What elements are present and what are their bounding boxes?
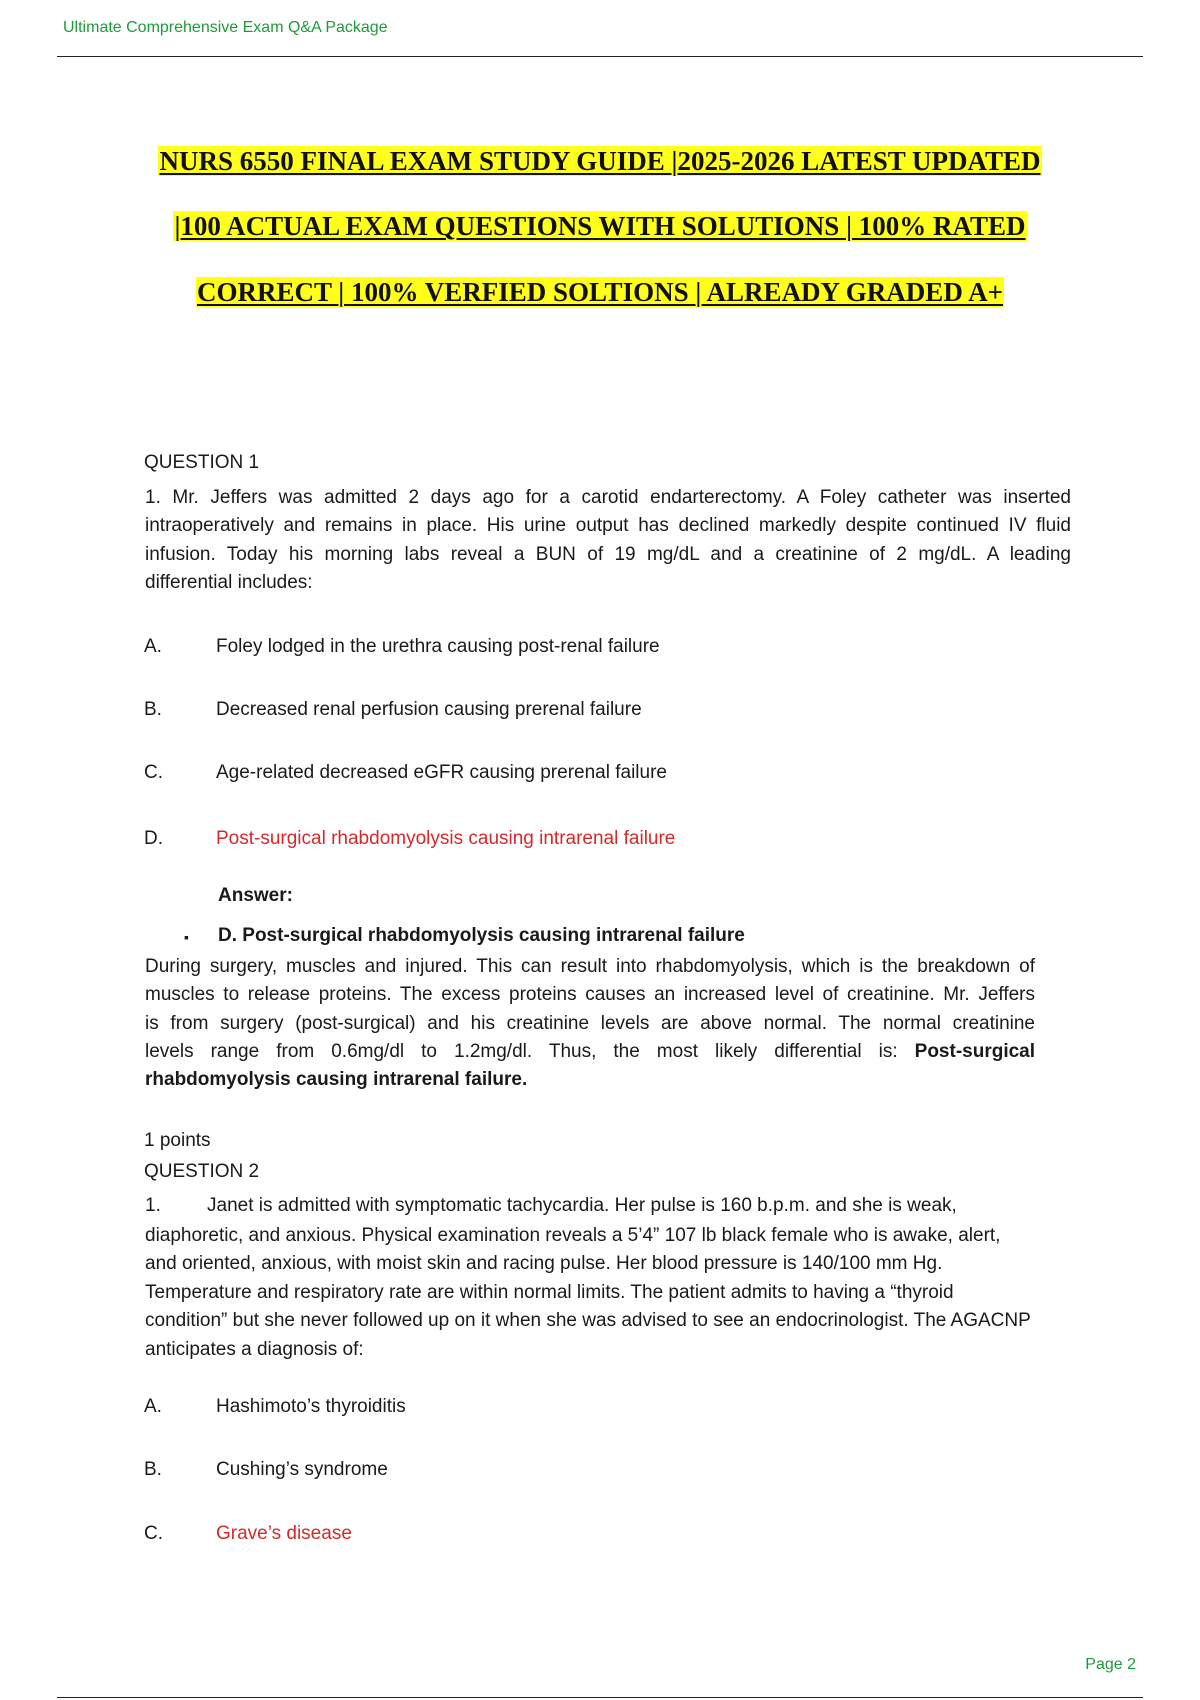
q2-stem-line: diaphoretic, and anxious. Physical examination reveals a 5’4” 107 lb black female who is awake, alert,: [145, 1225, 1001, 1246]
q1-option-b-text: Decreased renal perfusion causing prerenal failure: [216, 699, 642, 720]
answer-bullet: ▪: [184, 929, 189, 945]
header-package-title: Ultimate Comprehensive Exam Q&A Package: [63, 19, 388, 36]
q1-stem-line: differential includes:: [145, 571, 313, 593]
points-label: 1 points: [144, 1130, 211, 1151]
q2-option-a-letter: A.: [144, 1396, 162, 1417]
answer-label: Answer:: [218, 885, 293, 906]
q2-stem-line: condition” but she never followed up on it when she was advised to see an endocrinologist. The AGACNP: [145, 1310, 1031, 1332]
q1-option-c-letter: C.: [144, 762, 163, 783]
answer-text: D. Post-surgical rhabdomyolysis causing intrarenal failure: [218, 925, 745, 946]
q1-stem-line: 1. Mr. Jeffers was admitted 2 days ago for a carotid endarterectomy. A Foley catheter was inserted: [145, 487, 1071, 508]
question-2-stem: [145, 1222, 1085, 1364]
question-1-explanation: [145, 953, 1035, 1094]
q1-explanation-line: During surgery, muscles and injured. This can result into rhabdomyolysis, which is the breakdown of: [145, 956, 1035, 977]
q2-option-b-text: Cushing’s syndrome: [216, 1459, 388, 1480]
question-1-label: QUESTION 1: [144, 452, 260, 473]
q2-option-c-text: Grave’s disease: [216, 1523, 352, 1544]
q1-stem-line: intraoperatively and remains in place. His urine output has declined markedly despite continued IV fluid: [145, 515, 1071, 537]
q1-option-b-letter: B.: [144, 699, 162, 720]
q2-option-a-text: Hashimoto’s thyroiditis: [216, 1396, 406, 1417]
footer-rule: [57, 1697, 1143, 1698]
question-2-number: 1.: [145, 1195, 161, 1216]
q1-option-d-text: Post-surgical rhabdomyolysis causing intrarenal failure: [216, 828, 676, 849]
title-line-1-text: NURS 6550 FINAL EXAM STUDY GUIDE |2025-2026 LATEST UPDATED: [159, 146, 1041, 176]
q1-explanation-bold-2: rhabdomyolysis causing intrarenal failure.: [145, 1069, 528, 1091]
q1-stem-line: infusion. Today his morning labs reveal a BUN of 19 mg/dL and a creatinine of 2 mg/dL. A leading: [145, 543, 1071, 565]
q1-option-c-text: Age-related decreased eGFR causing prerenal failure: [216, 762, 667, 783]
title-line-3-text: CORRECT | 100% VERFIED SOLTIONS | ALREADY GRADED A+: [197, 277, 1003, 307]
q2-stem-line: Temperature and respiratory rate are within normal limits. The patient admits to having a “thyroid: [145, 1281, 954, 1303]
footer-page-number: Page 2: [1085, 1656, 1136, 1673]
q1-explanation-bold-1: Post-surgical: [914, 1040, 1036, 1062]
q1-explanation-line-4-text: levels range from 0.6mg/dl to 1.2mg/dl. Thus, the most likely differential is:: [145, 1040, 898, 1062]
q1-explanation-line: muscles to release proteins. The excess proteins causes an increased level of creatinine. Mr. Jeffers: [145, 984, 1035, 1006]
title-line-2: [0, 211, 1200, 242]
q2-option-b-letter: B.: [144, 1459, 162, 1480]
q1-option-a-letter: A.: [144, 636, 162, 657]
q1-option-a-text: Foley lodged in the urethra causing post-renal failure: [216, 636, 660, 657]
q2-stem-line: anticipates a diagnosis of:: [145, 1338, 364, 1360]
q2-stem-line: and oriented, anxious, with moist skin and racing pulse. Her blood pressure is 140/100 mm Hg.: [145, 1253, 943, 1275]
q1-option-d-letter: D.: [144, 828, 163, 849]
question-1-stem: [145, 484, 1071, 597]
title-line-1: [0, 146, 1200, 177]
q1-explanation-line: is from surgery (post-surgical) and his creatinine levels are above normal. The normal creatinine: [145, 1012, 1035, 1034]
question-2-stem-first: Janet is admitted with symptomatic tachycardia. Her pulse is 160 b.p.m. and she is weak,: [207, 1195, 957, 1216]
title-line-2-text: |100 ACTUAL EXAM QUESTIONS WITH SOLUTIONS | 100% RATED: [174, 211, 1026, 241]
q2-option-c-letter: C.: [144, 1523, 163, 1544]
title-line-3: [0, 277, 1200, 308]
q1-explanation-line-4: [145, 1038, 1035, 1066]
header-rule: [57, 56, 1143, 57]
question-2-label: QUESTION 2: [144, 1161, 260, 1182]
